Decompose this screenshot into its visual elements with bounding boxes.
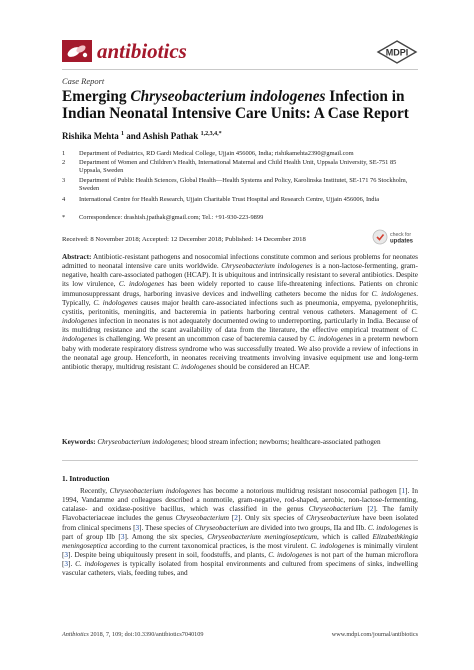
affiliation-text: International Centre for Health Research, Ujjain Charitable Trust Hospital and Research Centre, Ujjain 456006, India [79,196,380,203]
abstract-species: C. indologenes [309,335,353,344]
affiliation-number: 1 [62,150,66,157]
footer-citation [62,631,203,638]
affiliation-text: Department of Public Health Sciences, Global Health—Health Systems and Policy, Karolinska Institutet, SE-171 76 Stockholm, Sweden [79,177,408,192]
keyword-species: Chryseobacterium indologenes [95,438,187,446]
correspondence-mark: * [62,214,66,221]
abstract-text: is challenging. We present an uncommon case of bacteremia caused by [97,335,310,344]
corresponding-author-mark: * [218,131,222,137]
intro-species: C. indologenes [310,541,355,550]
article-title [62,89,422,122]
abstract-species: C. indologenes [371,289,417,298]
abstract-species: C. indologenes [172,362,216,371]
author-2-affiliation: 1,2,3,4, [200,131,219,137]
intro-text: is minimally virulent [ [62,541,418,560]
journal-logo-icon [62,40,92,62]
intro-text: are divided into two groups, IIa and IIb. [248,523,368,532]
keywords [62,438,418,447]
affiliation-text: Department of Women and Children’s Health, International Maternal and Child Health Unit, Uppsala University, SE-751 85 Uppsala, Sweden [79,159,397,174]
abstract-species: Chryseobacterium indologenes [221,262,313,271]
intro-species: Chryseobacterium meningiosepticum [207,532,318,541]
intro-species: Chryseobacterium [194,523,249,532]
abstract-text: is a non-lactose-fermenting, gram-negative, health care-associated pathogen (HCAP). It is ubiquitous and intrinsically resistant to several antibiotics. Despite its low virulence, [62,262,418,289]
author-1: Rishika Mehta [62,131,122,141]
intro-text: is typically isolated from hospital environments and cultured from specimens of sinks, indwelling vascular catheters, vials, feeding tubes, and [62,560,418,578]
abstract [62,253,418,372]
intro-species: C. indologenes [268,551,313,560]
author-1-affiliation: 1 [121,131,125,137]
intro-text: is part of group IIb [ [62,523,419,541]
keywords-rest: ; blood stream infection; newborns; healthcare-associated pathogen [186,438,381,446]
intro-text: [ [229,514,235,523]
intro-text: ]. Among the six species, [124,532,208,541]
citation-link[interactable]: 2 [234,514,238,523]
citation-link[interactable]: 1 [401,487,406,495]
title-italic-species: Chryseobacterium indologenes [130,88,326,105]
intro-text: ]. Despite being ubiquitously present in soil, foodstuffs, and plants, [68,551,269,560]
intro-species: C. indologenes [75,560,120,569]
affiliation-number: 4 [62,196,66,203]
intro-text: [ [362,505,370,514]
affiliation-text: Department of Pediatrics, RD Gardi Medical College, Ujjain 456006, India; rishikamehta2390@gmail.com [79,150,354,157]
intro-species: Chryseobacterium [175,514,230,523]
abstract-text: should be considered an HCAP. [215,362,310,371]
intro-text: ]. Only six species of [237,514,307,523]
citation-link[interactable]: 2 [369,505,374,514]
footer-citation-text: 2018, 7, 109; doi:10.3390/antibiotics7040109 [88,631,204,638]
intro-species: C. indologenes [367,523,412,532]
citation-link[interactable]: 3 [64,560,69,569]
intro-species: Chryseobacterium [308,505,363,514]
correspondence-text: Correspondence: drashish.jpathak@gmail.com; Tel.: +91-930-223-9899 [79,214,264,221]
citation-link[interactable]: 3 [64,551,69,560]
intro-text: has become a notorious multidrug resistant nosocomial pathogen [ [200,487,402,495]
publication-dates: Received: 8 November 2018; Accepted: 12 December 2018; Published: 14 December 2018 [62,236,306,243]
citation-link[interactable]: 3 [135,523,140,532]
introduction-paragraph [62,487,418,579]
affiliation-number: 2 [62,159,66,166]
header-divider [62,69,418,70]
intro-species: Elizabethkingia meningoseptica [62,532,418,550]
section-heading: 1. Introduction [62,474,110,483]
abstract-text: causes major health care-associated infections such as pneumonia, empyema, pyelonephritis, cystitis, peritonitis, meningitis, and bacteremia in patients harboring central venous catheters. Management of [62,298,418,316]
intro-text: ]. These species of [139,523,195,532]
intro-text: is not part of the human microflora [ [62,551,418,569]
abstract-text: infection in neonates is not adequately documented owing to underreporting, particularly in India. Because of its multidrug resistance and the scant availability of data from the literature, the effective empirical treatment of [62,317,418,335]
abstract-label: Abstract: [62,253,92,261]
article-type: Case Report [62,76,105,86]
author-list [62,131,222,141]
abstract-text: Antibiotic-resistant pathogens and nosocomial infections constitute common and serious problems for neonates admitted to neonatal intensive care units worldwide. [62,253,418,271]
abstract-species: C. indologenes [62,326,418,344]
intro-text: ]. In 1994, Vandamme and colleagues described a nonmotile, gram-negative, rod-shaped, aerobic, non-lactose-fermenting, catalase- and oxidase-positive bacillus, which was classified in the genus [62,487,418,514]
abstract-text: . Typically, [62,289,419,307]
mdpi-logo-text: MDPI [385,47,409,58]
footer-url[interactable]: www.mdpi.com/journal/antibiotics [331,631,418,638]
intro-text: according to the current taxonomical practices, is the most virulent. [107,541,311,550]
abstract-species: C. indologenes [62,307,418,326]
intro-species: Chryseobacterium [306,514,360,523]
footer-journal: Antibiotics [62,631,89,638]
section-divider [62,460,418,461]
mdpi-logo [376,40,418,64]
check-for-updates-line-2: updates [390,238,414,245]
check-for-updates-line-1: check for [390,232,412,238]
title-part-2: Infection in Indian Neonatal Intensive Care Units: A Case Report [62,88,409,122]
keywords-label: Keywords: [62,438,96,446]
abstract-species: C. indologenes [118,280,165,289]
intro-text: Recently, [80,487,110,495]
intro-text: ]. [68,560,76,569]
check-for-updates-badge[interactable] [372,228,418,246]
abstract-text: has been widely reported to cause life-threatening infections. Patients on chronic immunosuppressant drugs, harboring invasive devices and indwelling catheters become the nidus for [62,280,418,298]
title-part-1: Emerging [62,88,131,105]
journal-name: antibiotics [97,39,187,63]
author-conjunction: and Ashish Pathak [124,131,201,141]
intro-text: ]. The family Flavobacteriaceae includes the genus [62,505,418,523]
intro-text: have been isolated from clinical specimens [ [62,514,419,532]
affiliation-number: 3 [62,177,66,184]
abstract-text: in a preterm newborn baby with moderate respiratory distress syndrome who was successfully treated. We also provide a review of infections in the neonatal age group. Henceforth, in neonates receiving treatments involving invasive equipment use and long-term antibiotic therapy, multidrug resistant [62,335,418,371]
intro-species: Chryseobacterium indologenes [109,487,201,495]
citation-link[interactable]: 3 [120,532,125,541]
intro-text: , which is called [317,532,373,541]
abstract-species: C. indologenes [93,298,138,307]
